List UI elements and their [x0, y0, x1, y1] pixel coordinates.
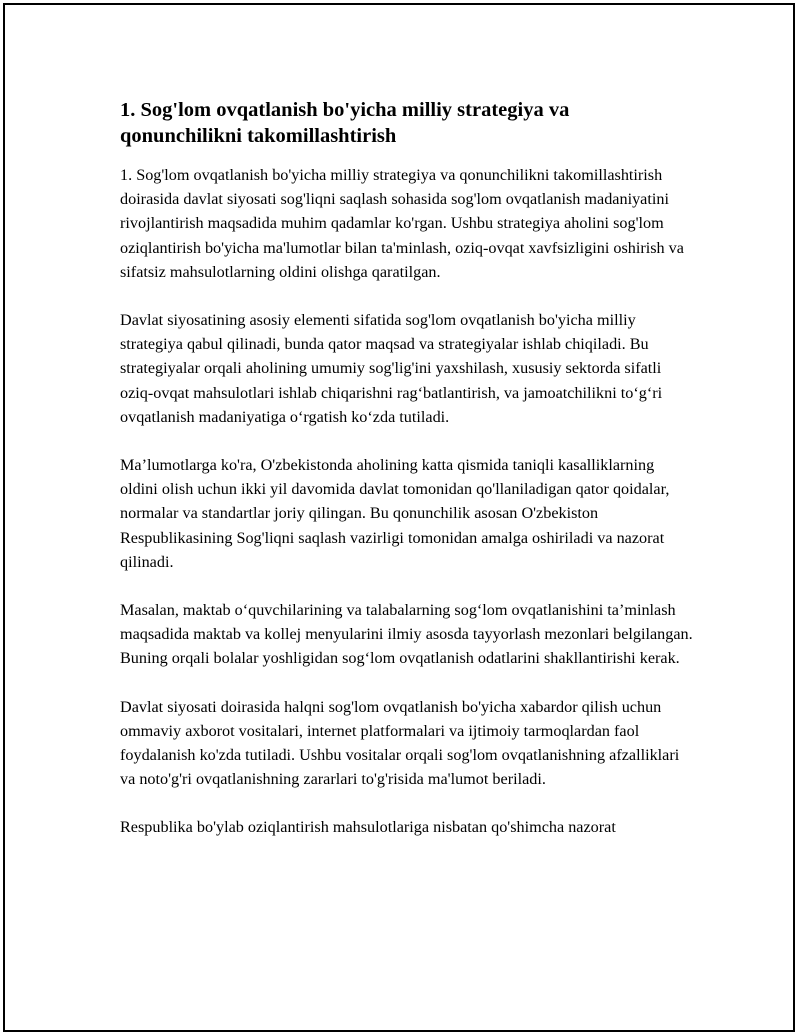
- paragraph-3: Ma’lumotlarga ko'ra, O'zbekistonda aholining katta qismida taniqli kasalliklarning oldini olish uchun ikki yil davomida davlat tomonidan qo'llaniladigan qator qoidalar, normalar va standartlar joriy qilingan. Bu qonunchilik asosan O'zbekiston Respublikasining Sog'liqni saqlash vazirligi tomonidan amalga oshiriladi va nazorat qilinadi.: [120, 456, 670, 571]
- paragraph-4: Masalan, maktab o‘quvchilarining va talabalarning sog‘lom ovqatlanishini ta’minlash maqsadida maktab va kollej menyularini ilmiy asosda tayyorlash mezonlari belgilangan. Buning orqali bolalar yoshligidan sog‘lom ovqatlanish odatlarini shakllantirishi kerak.: [120, 601, 693, 668]
- paragraph-1: 1. Sog'lom ovqatlanish bo'yicha milliy strategiya va qonunchilikni takomillashtirish doirasida davlat siyosati sog'liqni saqlash sohasida sog'lom ovqatlanish madaniyatini rivojlantirish maqsadida muhim qadamlar ko'rgan. Ushbu strategiya aholini sog'lom oziqlantirish bo'yicha ma'lumotlar bilan ta'minlash, oziq-ovqat xavfsizligini oshirish va sifatsiz mahsulotlarning oldini olishga qaratilgan.: [120, 166, 684, 281]
- section-heading: 1. Sog'lom ovqatlanish bo'yicha milliy strategiya va qonunchilikni takomillashtirish: [120, 99, 570, 147]
- paragraph-2: Davlat siyosatining asosiy elementi sifatida sog'lom ovqatlanish bo'yicha milliy strategiya qabul qilinadi, bunda qator maqsad va strategiyalar ishlab chiqiladi. Bu strategiyalar orqali aholining umumiy sog'lig'ini yaxshilash, xususiy sektorda sifatli oziq-ovqat mahsulotlari ishlab chiqarishni rag‘batlantirish, va jamoatchilikni to‘g‘ri ovqatlanish madaniyatiga o‘rgatish ko‘zda tutiladi.: [120, 311, 663, 426]
- page-frame: [3, 3, 795, 1032]
- document-body: [120, 97, 695, 864]
- paragraph-5: Davlat siyosati doirasida halqni sog'lom ovqatlanish bo'yicha xabardor qilish uchun ommaviy axborot vositalari, internet platformalari va ijtimoiy tarmoqlardan faol foydalanish ko'zda tutiladi. Ushbu vositalar orqali sog'lom ovqatlanishning afzalliklari va noto'g'ri ovqatlanishning zararlari to'g'risida ma'lumot beriladi.: [120, 697, 680, 789]
- paragraph-6: Respublika bo'ylab oziqlantirish mahsulotlariga nisbatan qo'shimcha nazorat: [120, 818, 616, 837]
